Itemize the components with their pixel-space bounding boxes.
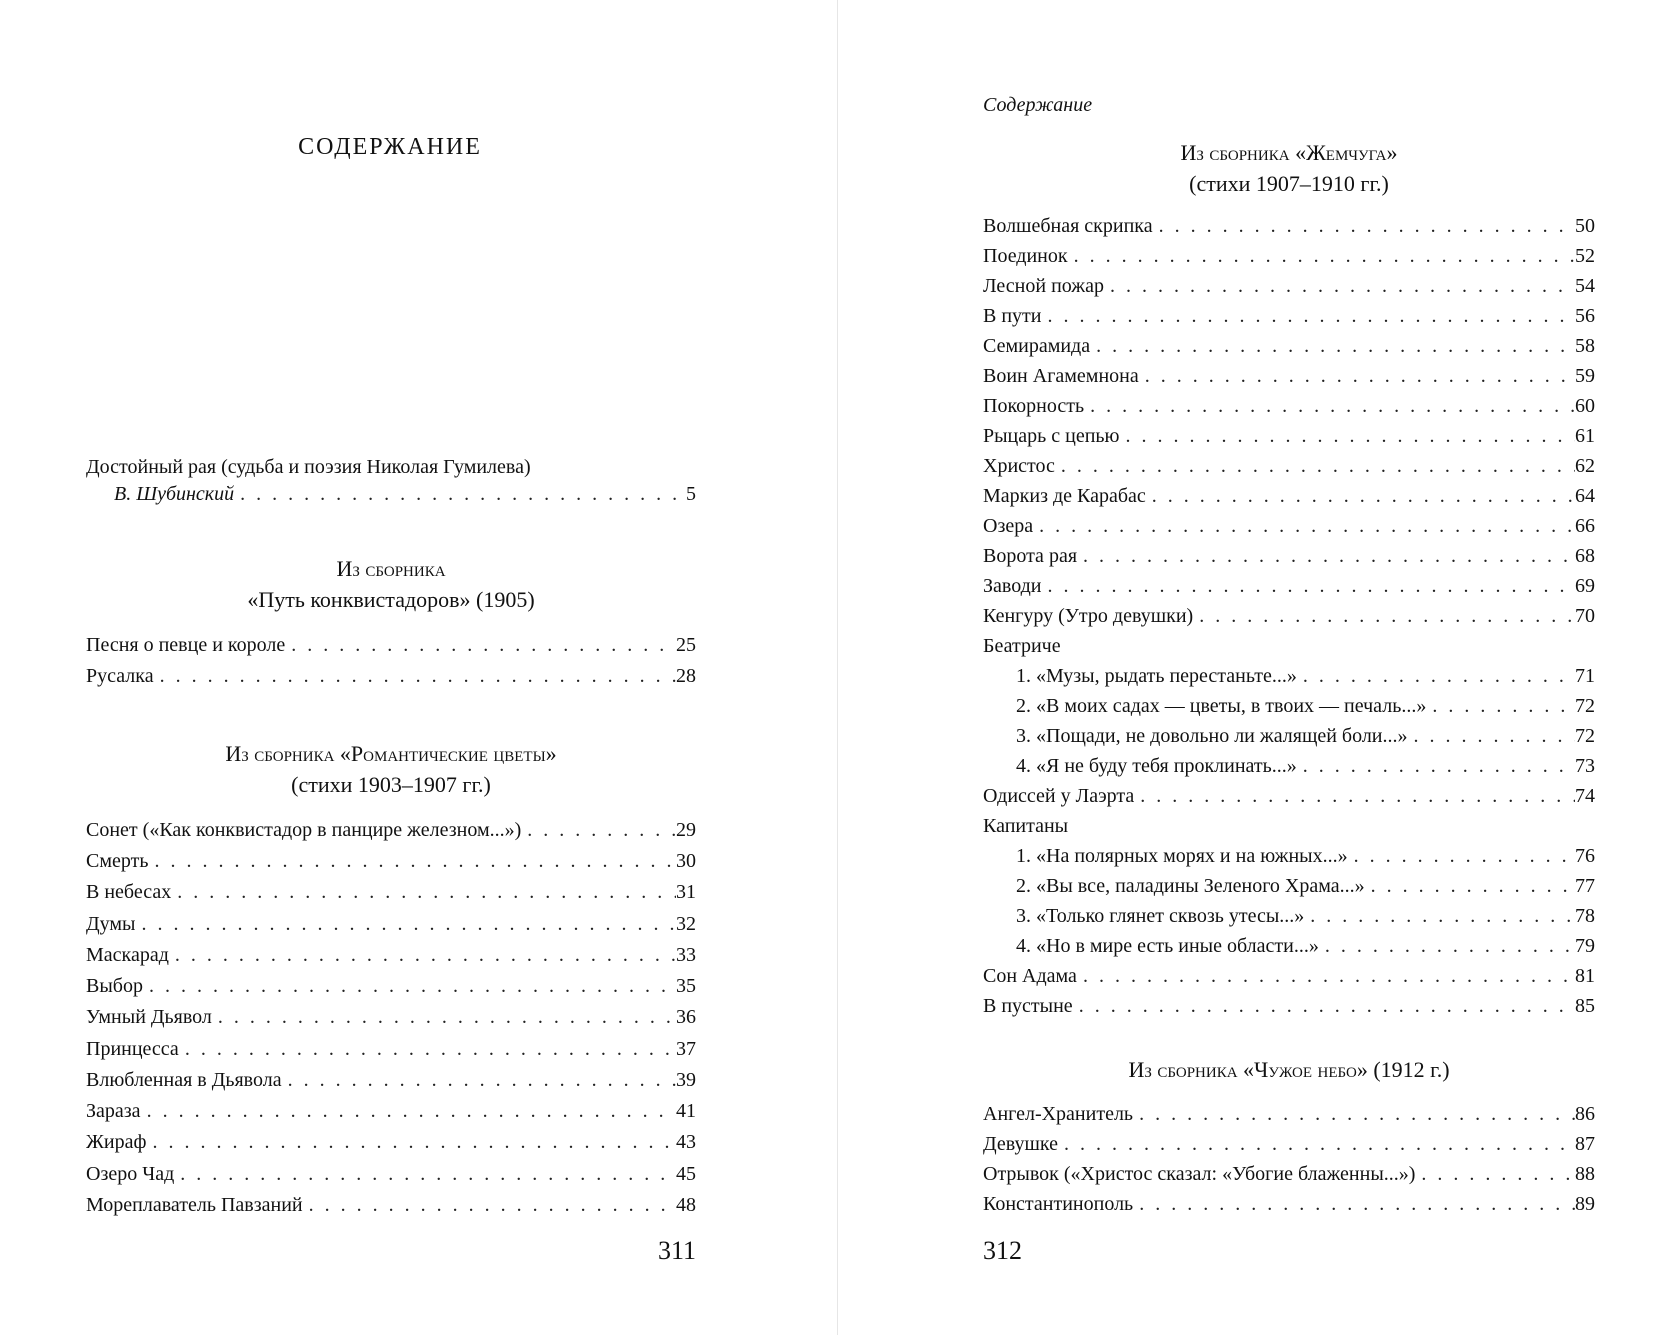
leader-dots xyxy=(135,909,676,939)
toc-entry-page: 86 xyxy=(1575,1103,1595,1125)
toc-entry-page: 56 xyxy=(1575,305,1595,327)
toc-entry-title: Влюбленная в Дьявола xyxy=(86,1069,282,1091)
leader-dots xyxy=(1084,391,1575,421)
leader-dots xyxy=(1077,961,1575,991)
page-title: СОДЕРЖАНИЕ xyxy=(298,134,482,160)
leader-dots xyxy=(1426,691,1575,721)
leader-dots xyxy=(1408,721,1575,751)
toc-entry[interactable] xyxy=(983,1129,1595,1159)
toc-entry-title: Сонет («Как конквистадор в панцире железном...») xyxy=(86,819,522,841)
toc-entry-title: Смерть xyxy=(86,850,149,872)
toc-entry-title: 3. «Пощади, не довольно ли жалящей боли...» xyxy=(1016,725,1408,747)
toc-entry[interactable] xyxy=(983,361,1595,391)
toc-entry[interactable] xyxy=(86,1096,696,1126)
section-heading-line1: Из сборника «Чужое небо» xyxy=(1128,1057,1368,1082)
toc-entry-page: 43 xyxy=(676,1131,696,1153)
leader-dots xyxy=(1042,571,1575,601)
toc-entry-page: 37 xyxy=(676,1038,696,1060)
leader-dots xyxy=(171,877,676,907)
toc-entry-title: Константинополь xyxy=(983,1193,1134,1215)
toc-group-title[interactable]: Капитаны xyxy=(983,815,1069,837)
toc-entry[interactable] xyxy=(983,271,1595,301)
toc-entry-page: 85 xyxy=(1575,995,1595,1017)
toc-subentry[interactable] xyxy=(1016,721,1595,751)
leader-dots xyxy=(1319,931,1575,961)
toc-entry-title: Девушке xyxy=(983,1133,1059,1155)
toc-entry-page: 62 xyxy=(1575,455,1595,477)
toc-entry-title: Покорность xyxy=(983,395,1085,417)
toc-entry-page: 58 xyxy=(1575,335,1595,357)
toc-entry[interactable] xyxy=(983,961,1595,991)
toc-entry[interactable] xyxy=(86,661,696,691)
leader-dots xyxy=(282,1065,676,1095)
toc-entry-page: 78 xyxy=(1575,905,1595,927)
right-page xyxy=(838,0,1677,1335)
toc-entry-title: Лесной пожар xyxy=(983,275,1104,297)
toc-entry[interactable] xyxy=(983,421,1595,451)
leader-dots xyxy=(1073,991,1575,1021)
toc-entry-page: 54 xyxy=(1575,275,1595,297)
leader-dots xyxy=(154,661,676,691)
leader-dots xyxy=(148,846,676,876)
toc-entry-title: Ангел-Хранитель xyxy=(983,1103,1134,1125)
toc-entry[interactable] xyxy=(983,571,1595,601)
leader-dots xyxy=(1304,901,1575,931)
toc-entry-title: В небесах xyxy=(86,881,172,903)
leader-dots xyxy=(1077,541,1575,571)
toc-entry-title: Озера xyxy=(983,515,1034,537)
leader-dots xyxy=(1104,271,1575,301)
leader-dots xyxy=(143,971,676,1001)
toc-entry-page: 88 xyxy=(1575,1163,1595,1185)
toc-entry-title: Воин Агамемнона xyxy=(983,365,1139,387)
toc-entry-page: 87 xyxy=(1575,1133,1595,1155)
toc-entry-title: Кенгуру (Утро девушки) xyxy=(983,605,1194,627)
leader-dots xyxy=(1146,481,1575,511)
toc-entry[interactable] xyxy=(86,815,696,845)
toc-entry-page: 89 xyxy=(1575,1193,1595,1215)
section-heading-line1: Из сборника «Жемчуга» xyxy=(1180,140,1398,165)
leader-dots xyxy=(212,1002,676,1032)
toc-group-title[interactable]: Беатриче xyxy=(983,635,1061,657)
toc-entry-page: 25 xyxy=(676,634,696,656)
toc-entry-page: 70 xyxy=(1575,605,1595,627)
toc-entry[interactable] xyxy=(983,991,1595,1021)
left-page xyxy=(0,0,837,1335)
toc-entry[interactable] xyxy=(86,971,696,1001)
toc-entry-title: Озеро Чад xyxy=(86,1163,175,1185)
toc-entry[interactable] xyxy=(983,391,1595,421)
toc-entry-title: Принцесса xyxy=(86,1038,179,1060)
toc-entry-title: Христос xyxy=(983,455,1055,477)
leader-dots xyxy=(1297,661,1575,691)
toc-entry[interactable] xyxy=(86,1127,696,1157)
toc-entry-title: Русалка xyxy=(86,665,154,687)
toc-entry[interactable] xyxy=(983,331,1595,361)
toc-entry[interactable] xyxy=(86,1159,696,1189)
toc-entry[interactable] xyxy=(86,1034,696,1064)
leader-dots xyxy=(1133,1189,1575,1219)
toc-subentry[interactable] xyxy=(1016,661,1595,691)
toc-entry-title: Жираф xyxy=(86,1131,147,1153)
section-heading-line2: (стихи 1907–1910 гг.) xyxy=(1189,171,1389,196)
toc-entry-page: 32 xyxy=(676,913,696,935)
section-heading-line2: (стихи 1903–1907 гг.) xyxy=(291,772,491,797)
toc-entry[interactable] xyxy=(983,1189,1595,1219)
toc-entry-page: 31 xyxy=(676,881,696,903)
toc-entry-page: 74 xyxy=(1575,785,1595,807)
toc-entry-title: Ворота рая xyxy=(983,545,1078,567)
toc-entry[interactable] xyxy=(86,940,696,970)
toc-entry-title: 1. «На полярных морях и на южных...» xyxy=(1016,845,1348,867)
leader-dots xyxy=(1068,241,1575,271)
toc-subentry[interactable] xyxy=(1016,901,1595,931)
leader-dots xyxy=(1297,751,1575,781)
toc-entry-page: 69 xyxy=(1575,575,1595,597)
section-heading xyxy=(86,553,696,615)
leader-dots xyxy=(1153,211,1575,241)
toc-entry[interactable] xyxy=(86,877,696,907)
toc-entry[interactable] xyxy=(983,451,1595,481)
leader-dots xyxy=(174,1159,676,1189)
leader-dots xyxy=(1415,1159,1575,1189)
toc-entry-page: 30 xyxy=(676,850,696,872)
leader-dots xyxy=(285,630,676,660)
toc-subentry[interactable] xyxy=(1016,751,1595,781)
leader-dots xyxy=(1033,511,1575,541)
toc-entry-title: Думы xyxy=(86,913,136,935)
page-number: 312 xyxy=(983,1236,1022,1265)
intro-page-number: 5 xyxy=(686,483,696,505)
section-heading-line1: Из сборника xyxy=(336,556,446,581)
leader-dots xyxy=(141,1096,676,1126)
intro-author-entry xyxy=(114,479,696,509)
leader-dots xyxy=(146,1127,676,1157)
toc-entry-page: 72 xyxy=(1575,695,1595,717)
toc-entry-page: 50 xyxy=(1575,215,1595,237)
intro-author: В. Шубинский xyxy=(114,483,235,505)
leader-dots xyxy=(234,479,686,509)
toc-entry-title: Поединок xyxy=(983,245,1068,267)
toc-entry-page: 29 xyxy=(676,819,696,841)
toc-entry-page: 81 xyxy=(1575,965,1595,987)
toc-entry[interactable] xyxy=(983,1159,1595,1189)
toc-entry-title: В пустыне xyxy=(983,995,1073,1017)
toc-entry[interactable] xyxy=(983,241,1595,271)
toc-entry-title: Рыцарь с цепью xyxy=(983,425,1120,447)
toc-entry-page: 68 xyxy=(1575,545,1595,567)
toc-entry-title: Маркиз де Карабас xyxy=(983,485,1146,507)
toc-entry-page: 33 xyxy=(676,944,696,966)
toc-entry-title: 1. «Музы, рыдать перестаньте...» xyxy=(1016,665,1297,687)
toc-subentry[interactable] xyxy=(1016,841,1595,871)
section-heading-line2: «Путь конквистадоров» (1905) xyxy=(247,587,535,612)
toc-entry-title: Сон Адама xyxy=(983,965,1077,987)
leader-dots xyxy=(1090,331,1575,361)
leader-dots xyxy=(1193,601,1575,631)
toc-entry[interactable] xyxy=(86,1065,696,1095)
leader-dots xyxy=(179,1034,676,1064)
toc-entry[interactable] xyxy=(983,781,1595,811)
toc-entry[interactable] xyxy=(983,541,1595,571)
toc-subentry[interactable] xyxy=(1016,871,1595,901)
toc-entry-title: 2. «Вы все, паладины Зеленого Храма...» xyxy=(1016,875,1365,897)
toc-entry-title: 2. «В моих садах — цветы, в твоих — печаль...» xyxy=(1016,695,1427,717)
leader-dots xyxy=(1348,841,1575,871)
toc-entry-page: 36 xyxy=(676,1006,696,1028)
toc-entry-title: 4. «Но в мире есть иные области...» xyxy=(1016,935,1319,957)
section-heading-tail: (1912 г.) xyxy=(1373,1057,1450,1082)
toc-entry-title: Зараза xyxy=(86,1100,141,1122)
toc-entry-page: 77 xyxy=(1575,875,1595,897)
running-head: Содержание xyxy=(983,94,1093,116)
toc-entry-page: 60 xyxy=(1575,395,1595,417)
leader-dots xyxy=(1139,361,1575,391)
toc-entry-page: 79 xyxy=(1575,935,1595,957)
toc-entry-page: 64 xyxy=(1575,485,1595,507)
toc-entry-title: Семирамида xyxy=(983,335,1091,357)
leader-dots xyxy=(1365,871,1575,901)
toc-subentry[interactable] xyxy=(1016,931,1595,961)
leader-dots xyxy=(1133,1099,1575,1129)
section-heading xyxy=(983,137,1595,199)
toc-entry-title: Заводи xyxy=(983,575,1042,597)
toc-entry-page: 35 xyxy=(676,975,696,997)
toc-entry[interactable] xyxy=(86,846,696,876)
toc-entry-page: 48 xyxy=(676,1194,696,1216)
leader-dots xyxy=(169,940,676,970)
toc-entry[interactable] xyxy=(86,1190,696,1220)
toc-entry-page: 28 xyxy=(676,665,696,687)
toc-entry-title: Волшебная скрипка xyxy=(983,215,1153,237)
toc-entry-page: 52 xyxy=(1575,245,1595,267)
toc-entry-page: 73 xyxy=(1575,755,1595,777)
toc-entry[interactable] xyxy=(86,1002,696,1032)
toc-entry[interactable] xyxy=(983,211,1595,241)
leader-dots xyxy=(1055,451,1575,481)
toc-entry-title: Выбор xyxy=(86,975,143,997)
toc-entry[interactable] xyxy=(983,301,1595,331)
toc-entry-page: 59 xyxy=(1575,365,1595,387)
toc-entry-title: Песня о певце и короле xyxy=(86,634,286,656)
section-heading xyxy=(983,1054,1595,1085)
toc-entry-page: 39 xyxy=(676,1069,696,1091)
leader-dots xyxy=(1042,301,1576,331)
toc-entry-title: 3. «Только глянет сквозь утесы...» xyxy=(1016,905,1305,927)
leader-dots xyxy=(303,1190,676,1220)
toc-entry-page: 72 xyxy=(1575,725,1595,747)
toc-entry[interactable] xyxy=(983,601,1595,631)
toc-entry-page: 41 xyxy=(676,1100,696,1122)
toc-entry-page: 71 xyxy=(1575,665,1595,687)
toc-subentry[interactable] xyxy=(1016,691,1595,721)
toc-entry-title: В пути xyxy=(983,305,1042,327)
toc-entry[interactable] xyxy=(983,481,1595,511)
leader-dots xyxy=(1058,1129,1575,1159)
toc-entry-title: Одиссей у Лаэрта xyxy=(983,785,1135,807)
toc-entry-page: 76 xyxy=(1575,845,1595,867)
intro-title: Достойный рая (судьба и поэзия Николая Гумилева) xyxy=(86,456,531,478)
leader-dots xyxy=(1134,781,1575,811)
section-heading xyxy=(86,738,696,800)
page-number: 311 xyxy=(657,1236,696,1265)
leader-dots xyxy=(521,815,676,845)
leader-dots xyxy=(1119,421,1575,451)
toc-entry-page: 45 xyxy=(676,1163,696,1185)
toc-entry-page: 66 xyxy=(1575,515,1595,537)
toc-entry[interactable] xyxy=(86,630,696,660)
toc-entry-title: 4. «Я не буду тебя проклинать...» xyxy=(1016,755,1297,777)
toc-entry-title: Мореплаватель Павзаний xyxy=(86,1194,303,1216)
toc-entry[interactable] xyxy=(983,1099,1595,1129)
toc-entry-title: Умный Дьявол xyxy=(86,1006,212,1028)
section-heading-line1: Из сборника «Романтические цветы» xyxy=(225,741,557,766)
toc-entry[interactable] xyxy=(983,511,1595,541)
toc-entry-page: 61 xyxy=(1575,425,1595,447)
toc-entry-title: Маскарад xyxy=(86,944,169,966)
toc-entry[interactable] xyxy=(86,909,696,939)
toc-entry-title: Отрывок («Христос сказал: «Убогие блаженны...») xyxy=(983,1163,1416,1185)
